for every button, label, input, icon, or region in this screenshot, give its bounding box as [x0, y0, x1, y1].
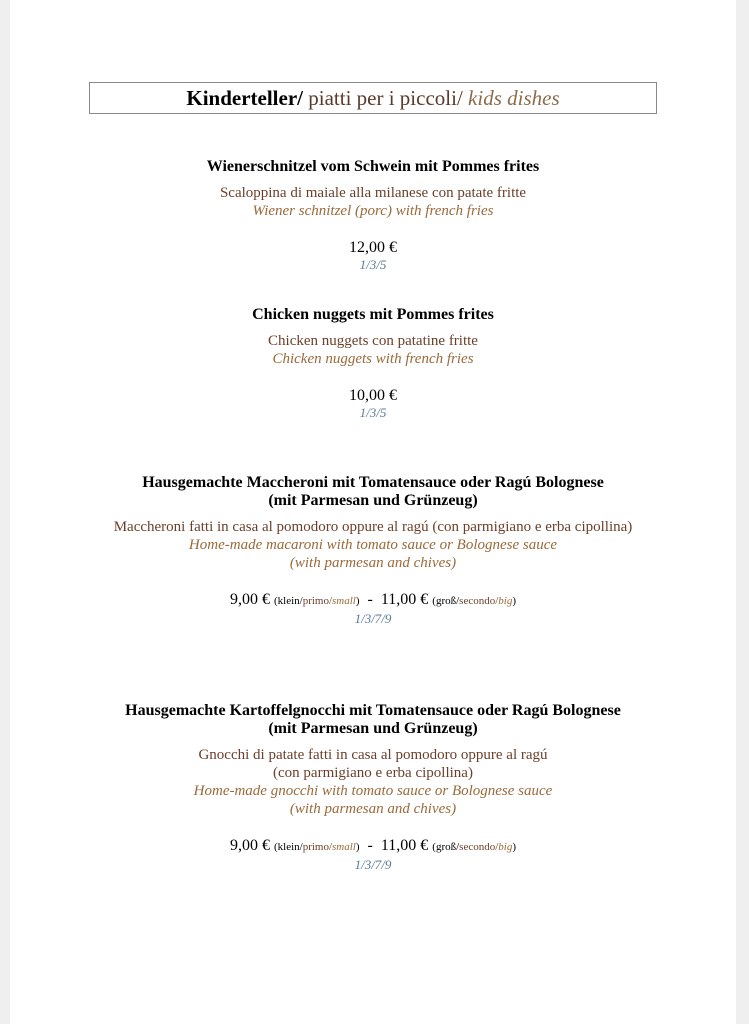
dish-maccheroni	[10, 474, 736, 626]
dish-gnocchi	[10, 702, 736, 872]
dish-allergens: 1/3/7/9	[354, 857, 392, 872]
dish-description-italian: Scaloppina di maiale alla milanese con patate fritte	[219, 185, 527, 201]
dish-description-english: Home-made gnocchi with tomato sauce or Bolognese sauce	[193, 783, 553, 799]
dish-description-english-2: (with parmesan and chives)	[289, 801, 457, 817]
dish-price	[10, 590, 736, 611]
price-separator: -	[367, 591, 373, 608]
dish-price	[10, 836, 736, 857]
dish-description-italian: Maccheroni fatti in casa al pomodoro oppure al ragú (con parmigiano e erba cipollina)	[113, 519, 633, 535]
dish-allergens: 1/3/7/9	[354, 611, 392, 626]
size-small-label: (klein/primo/small)	[273, 841, 360, 853]
price-small: 9,00 €	[229, 837, 270, 854]
dish-name-subtitle: (mit Parmesan und Grünzeug)	[268, 720, 478, 737]
dish-wienerschnitzel	[10, 158, 736, 272]
dish-description-italian: Chicken nuggets con patatine fritte	[268, 333, 478, 349]
size-small-label: (klein/primo/small)	[273, 595, 360, 607]
price-separator: -	[367, 837, 373, 854]
dish-description-english-2: (with parmesan and chives)	[289, 555, 457, 571]
dish-chicken-nuggets	[10, 306, 736, 420]
dish-price: 10,00 €	[349, 387, 397, 404]
title-italian: piatti per i piccoli/	[303, 86, 463, 110]
dish-description-italian-2: (con parmigiano e erba cipollina)	[273, 765, 473, 781]
section-title	[89, 82, 657, 114]
dish-name-subtitle: (mit Parmesan und Grünzeug)	[268, 492, 478, 509]
dish-name: Chicken nuggets mit Pommes frites	[252, 306, 494, 323]
dish-description-english: Home-made macaroni with tomato sauce or Bolognese sauce	[188, 537, 558, 553]
size-big-label: (groß/secondo/big)	[432, 595, 517, 607]
price-small: 9,00 €	[229, 591, 270, 608]
size-big-label: (groß/secondo/big)	[432, 841, 517, 853]
dish-description-italian: Gnocchi di patate fatti in casa al pomodoro oppure al ragú	[198, 747, 548, 763]
dish-description-english: Chicken nuggets with french fries	[272, 351, 474, 367]
menu-page	[10, 0, 736, 1024]
dish-name: Hausgemachte Kartoffelgnocchi mit Tomatensauce oder Ragú Bolognese	[125, 702, 621, 719]
dish-allergens: 1/3/5	[359, 257, 387, 272]
title-german: Kinderteller/	[186, 86, 303, 110]
dish-name: Hausgemachte Maccheroni mit Tomatensauce oder Ragú Bolognese	[142, 474, 604, 491]
price-big: 11,00 €	[380, 591, 429, 608]
dish-allergens: 1/3/5	[359, 405, 387, 420]
price-big: 11,00 €	[380, 837, 429, 854]
title-english: kids dishes	[462, 86, 560, 110]
dish-name: Wienerschnitzel vom Schwein mit Pommes frites	[206, 158, 540, 175]
dish-description-english: Wiener schnitzel (porc) with french fries	[252, 203, 494, 219]
dish-price: 12,00 €	[349, 239, 397, 256]
